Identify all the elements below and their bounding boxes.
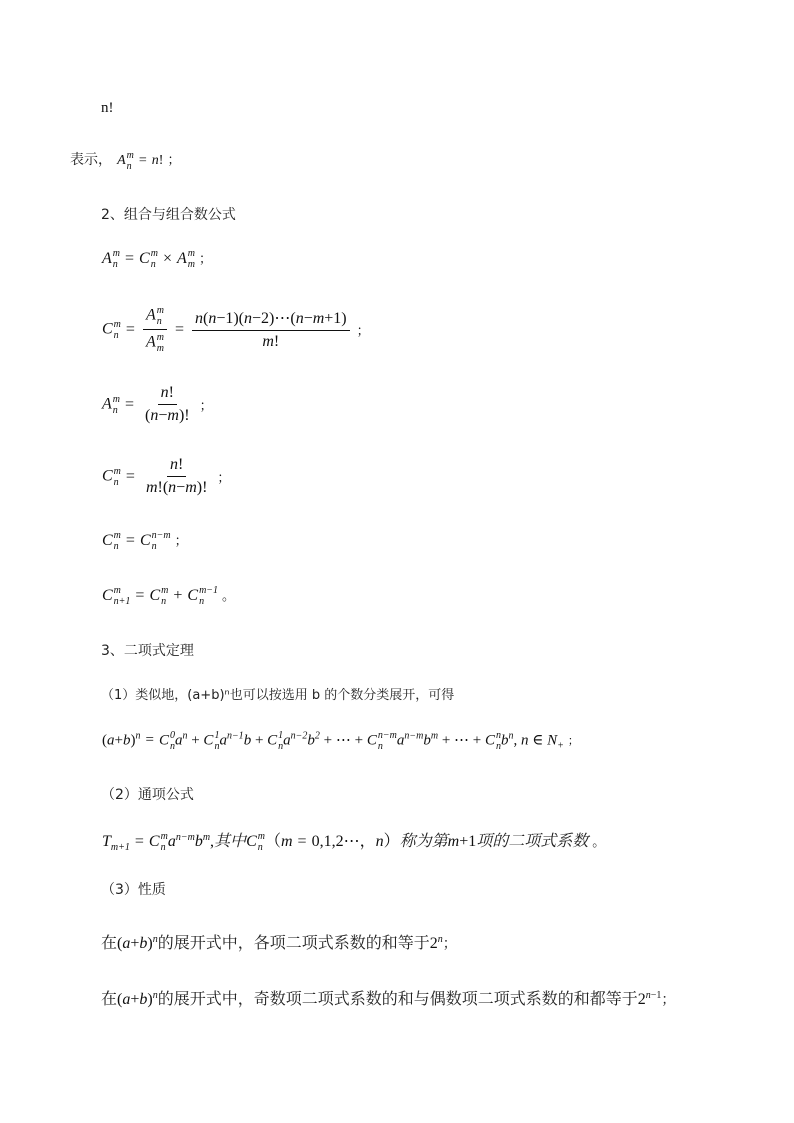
intro-line bbox=[70, 149, 180, 172]
factorial-fragment bbox=[101, 100, 114, 117]
formula-pascal-rule: C m n+1 = C m n + C m−1 n 。 bbox=[102, 585, 236, 608]
section-2-title: 2、组合与组合数公式 bbox=[101, 207, 236, 223]
formula-perm-factorial: A m n = $\frac{n!}{(n-m)!}$ ； bbox=[102, 384, 213, 424]
prop1-pre: 在 bbox=[101, 933, 118, 952]
formula-comb-symmetry: C m n = C n−m n ； bbox=[102, 530, 188, 553]
general-term-formula: $T_{m+1} = C$ m n $a^{n-m}b^m$,其中C m n （m = 0,1,2⋯，n）称为第m+1项的二项式系数 。 bbox=[102, 831, 606, 854]
formula-comb-definition: C m n = A m n A m m = $\frac{n(n-1)(n-2)\cdots(n-m+1)}{m!}$ ； bbox=[102, 305, 370, 354]
item-3-title: （3）性质 bbox=[101, 882, 166, 898]
prop1-mid: 的展开式中，各项二项式系数的和等于 bbox=[157, 933, 430, 952]
prop1-semicolon: ； bbox=[442, 936, 457, 952]
formula-comb-factorial: C m n = $\frac{n!}{m!(n-m)!}$ ； bbox=[102, 456, 231, 496]
property-1: 在$(a+b)^n$的展开式中，各项二项式系数的和等于2$^n$； bbox=[101, 933, 457, 952]
section-3-title: 3、二项式定理 bbox=[101, 643, 194, 659]
prop2-pre: 在 bbox=[101, 989, 118, 1008]
general-term-desc2: 项的二项式系数 bbox=[476, 831, 589, 850]
item-1-text: （1）类似地，(a+b)ⁿ也可以按选用 b 的个数分类展开，可得 bbox=[101, 688, 455, 703]
fraction-a-over-a: A m n A m m bbox=[143, 305, 167, 354]
formula-perm-comb-relation: A m n = C m n × A m m ； bbox=[102, 248, 213, 271]
fraction-comb-factorial: $\frac{n!}{m!(n-m)!}$ bbox=[145, 456, 208, 496]
general-term-qizhong: 其中 bbox=[214, 831, 247, 850]
factorial-text: n! bbox=[101, 100, 114, 116]
binomial-expansion: $(a+b)^n = C$ 0 n $a^n + C$ 1 n $a^{n-1}b + C$ 1 n $a^{n-2}b^2$ + ⋯ + C n−m n $a^{n-m}b^m$ + ⋯ + C n n $b^n$, n ∈ $N_+$ ； bbox=[102, 730, 579, 752]
item-2-title: （2）通项公式 bbox=[101, 787, 194, 803]
general-term-desc: 称为第 bbox=[399, 831, 448, 850]
intro-label: 表示， bbox=[70, 152, 112, 168]
fraction-product-over-factorial: $\frac{n(n-1)(n-2)\cdots(n-m+1)}{m!}$ bbox=[192, 308, 350, 351]
intro-formula: A m n = n! ； bbox=[117, 149, 181, 172]
prop2-semicolon: ； bbox=[661, 992, 676, 1008]
property-2: 在$(a+b)^n$的展开式中，奇数项二项式系数的和与偶数项二项式系数的和都等于$2^{n-1}$； bbox=[101, 989, 676, 1008]
prop2-mid: 的展开式中，奇数项二项式系数的和与偶数项二项式系数的和都等于 bbox=[157, 989, 638, 1008]
fraction-n-factorial-over-n-minus-m: $\frac{n!}{(n-m)!}$ bbox=[145, 384, 190, 424]
